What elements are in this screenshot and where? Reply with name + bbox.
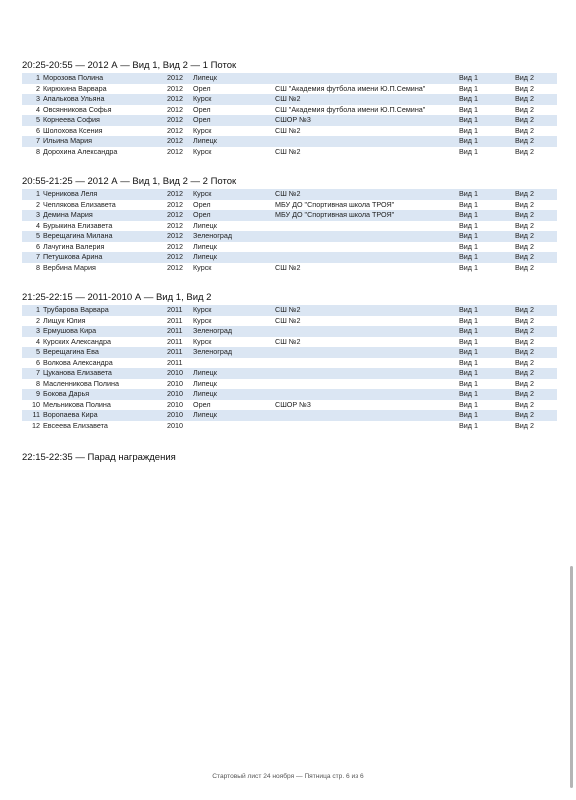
flight-section-1 — [22, 59, 554, 157]
city: Липецк — [193, 252, 275, 263]
birth-year: 2012 — [167, 220, 183, 230]
birth-year: 2010 — [167, 410, 193, 421]
birth-year: 2012 — [167, 125, 183, 135]
city: Курск — [193, 189, 275, 200]
birth-year: 2012 — [167, 262, 183, 272]
apparatus-1: Вид 1 — [459, 305, 515, 316]
apparatus-1: Вид 1 — [459, 125, 478, 135]
athlete-name: Масленникова Полина — [43, 378, 119, 388]
birth-year: 2011 — [167, 347, 193, 358]
apparatus-2: Вид 2 — [515, 83, 534, 93]
athlete-name: Верещагина Ева — [43, 347, 167, 358]
table-row — [22, 368, 557, 379]
apparatus-2: Вид 2 — [515, 368, 557, 379]
birth-year: 2012 — [167, 146, 183, 156]
athlete-name: Вербина Мария — [43, 262, 96, 272]
birth-year: 2012 — [167, 104, 183, 114]
apparatus-2: Вид 2 — [515, 262, 534, 272]
athlete-name: Кирюхина Варвара — [43, 83, 107, 93]
club-name: СШ №2 — [275, 125, 301, 135]
club-name — [275, 379, 459, 390]
club-name — [275, 73, 459, 84]
city: Липецк — [193, 241, 217, 251]
birth-year: 2011 — [167, 336, 183, 346]
apparatus-2: Вид 2 — [515, 357, 534, 367]
row-number: 8 — [36, 146, 40, 156]
table-row — [22, 326, 557, 337]
birth-year: 2010 — [167, 399, 183, 409]
table-row — [22, 147, 557, 158]
apparatus-1: Вид 1 — [459, 115, 515, 126]
birth-year: 2012 — [167, 231, 193, 242]
apparatus-2: Вид 2 — [515, 336, 534, 346]
athlete-name: Мельникова Полина — [43, 399, 111, 409]
apparatus-1: Вид 1 — [459, 378, 478, 388]
apparatus-2: Вид 2 — [515, 252, 557, 263]
club-name — [275, 347, 459, 358]
table-row — [22, 94, 557, 105]
apparatus-2: Вид 2 — [515, 115, 557, 126]
flight-section-3 — [22, 291, 554, 431]
row-number: 2 — [36, 315, 40, 325]
row-number: 7 — [22, 252, 43, 263]
start-list-table — [22, 73, 557, 157]
athlete-name: Корнеева София — [43, 115, 167, 126]
apparatus-2: Вид 2 — [515, 347, 557, 358]
apparatus-2: Вид 2 — [515, 241, 534, 251]
row-number: 11 — [22, 410, 43, 421]
row-number: 9 — [22, 389, 43, 400]
athlete-name: Волкова Александра — [43, 357, 113, 367]
row-number: 3 — [22, 210, 43, 221]
athlete-name: Бокова Дарья — [43, 389, 167, 400]
row-number: 5 — [22, 231, 43, 242]
table-row — [22, 221, 557, 232]
apparatus-1: Вид 1 — [459, 420, 478, 430]
athlete-name: Демина Мария — [43, 210, 167, 221]
birth-year: 2011 — [167, 315, 183, 325]
apparatus-2: Вид 2 — [515, 315, 534, 325]
birth-year: 2012 — [167, 252, 193, 263]
club-name: СШ №2 — [275, 189, 459, 200]
birth-year: 2012 — [167, 210, 193, 221]
row-number: 2 — [36, 199, 40, 209]
athlete-name: Петушкова Арина — [43, 252, 167, 263]
birth-year: 2012 — [167, 115, 193, 126]
club-name — [275, 221, 459, 232]
city — [193, 358, 275, 369]
athlete-name: Евсеева Елизавета — [43, 420, 108, 430]
apparatus-1: Вид 1 — [459, 83, 478, 93]
row-number: 3 — [22, 326, 43, 337]
club-name — [275, 368, 459, 379]
athlete-name: Бурыкина Елизавета — [43, 220, 113, 230]
city: Курск — [193, 146, 212, 156]
athlete-name: Апалькова Ульяна — [43, 94, 167, 105]
apparatus-2: Вид 2 — [515, 231, 557, 242]
row-number: 6 — [36, 357, 40, 367]
club-name — [275, 252, 459, 263]
table-row — [22, 73, 557, 84]
apparatus-1: Вид 1 — [459, 210, 515, 221]
scrollbar-thumb[interactable] — [570, 566, 573, 788]
apparatus-1: Вид 1 — [459, 189, 515, 200]
row-number: 5 — [22, 115, 43, 126]
club-name — [275, 410, 459, 421]
flight-section-2 — [22, 175, 554, 273]
club-name — [275, 231, 459, 242]
table-row — [22, 379, 557, 390]
club-name — [275, 326, 459, 337]
table-row — [22, 337, 557, 348]
club-name: СШОР №3 — [275, 399, 311, 409]
table-row — [22, 410, 557, 421]
apparatus-2: Вид 2 — [515, 136, 557, 147]
table-row — [22, 189, 557, 200]
apparatus-1: Вид 1 — [459, 357, 478, 367]
athlete-name: Трубарова Варвара — [43, 305, 167, 316]
athlete-name: Черникова Леля — [43, 189, 167, 200]
birth-year: 2012 — [167, 73, 193, 84]
row-number: 7 — [22, 136, 43, 147]
city: Орел — [193, 115, 275, 126]
apparatus-1: Вид 1 — [459, 252, 515, 263]
athlete-name: Чеплякова Елизавета — [43, 199, 116, 209]
club-name — [275, 421, 459, 432]
table-row — [22, 231, 557, 242]
city: Курск — [193, 336, 212, 346]
birth-year: 2011 — [167, 357, 183, 367]
apparatus-1: Вид 1 — [459, 410, 515, 421]
athlete-name: Ермушова Кира — [43, 326, 167, 337]
apparatus-1: Вид 1 — [459, 326, 515, 337]
athlete-name: Воропаева Кира — [43, 410, 167, 421]
birth-year: 2010 — [167, 378, 183, 388]
club-name — [275, 358, 459, 369]
club-name — [275, 242, 459, 253]
apparatus-2: Вид 2 — [515, 389, 557, 400]
city: Липецк — [193, 220, 217, 230]
row-number: 6 — [36, 241, 40, 251]
apparatus-1: Вид 1 — [459, 146, 478, 156]
table-row — [22, 400, 557, 411]
city: Курск — [193, 94, 275, 105]
row-number: 1 — [22, 305, 43, 316]
apparatus-1: Вид 1 — [459, 368, 515, 379]
section-title: 21:25-22:15 — 2011-2010 А — Вид 1, Вид 2 — [22, 292, 212, 303]
apparatus-2: Вид 2 — [515, 189, 557, 200]
birth-year: 2012 — [167, 199, 183, 209]
city: Курск — [193, 125, 212, 135]
birth-year: 2010 — [167, 368, 193, 379]
apparatus-1: Вид 1 — [459, 136, 515, 147]
birth-year: 2012 — [167, 189, 193, 200]
athlete-name: Шолохова Ксения — [43, 125, 103, 135]
section-title: 20:55-21:25 — 2012 А — Вид 1, Вид 2 — 2 Поток — [22, 176, 237, 187]
table-row — [22, 347, 557, 358]
row-number: 8 — [36, 378, 40, 388]
row-number: 10 — [32, 399, 40, 409]
apparatus-1: Вид 1 — [459, 389, 515, 400]
athlete-name: Курских Александра — [43, 336, 112, 346]
apparatus-2: Вид 2 — [515, 399, 534, 409]
row-number: 7 — [22, 368, 43, 379]
city: Липецк — [193, 378, 217, 388]
city: Орел — [193, 83, 211, 93]
apparatus-1: Вид 1 — [459, 199, 478, 209]
club-name: СШ №2 — [275, 336, 301, 346]
city: Липецк — [193, 73, 275, 84]
apparatus-1: Вид 1 — [459, 336, 478, 346]
club-name: СШ №2 — [275, 315, 301, 325]
apparatus-1: Вид 1 — [459, 231, 515, 242]
club-name — [275, 136, 459, 147]
apparatus-2: Вид 2 — [515, 378, 534, 388]
city: Липецк — [193, 368, 275, 379]
club-name: МБУ ДО "Спортивная школа ТРОЯ" — [275, 210, 459, 221]
table-row — [22, 358, 557, 369]
row-number: 4 — [36, 336, 40, 346]
row-number: 12 — [32, 420, 40, 430]
birth-year: 2010 — [167, 389, 193, 400]
row-number: 4 — [36, 104, 40, 114]
birth-year: 2011 — [167, 305, 193, 316]
apparatus-2: Вид 2 — [515, 125, 534, 135]
athlete-name: Ильина Мария — [43, 136, 167, 147]
apparatus-2: Вид 2 — [515, 326, 557, 337]
club-name: СШ №2 — [275, 146, 301, 156]
athlete-name: Лищук Юлия — [43, 315, 86, 325]
table-row — [22, 316, 557, 327]
athlete-name: Лачугина Валерия — [43, 241, 105, 251]
city: Орел — [193, 210, 275, 221]
apparatus-1: Вид 1 — [459, 94, 515, 105]
table-row — [22, 210, 557, 221]
apparatus-2: Вид 2 — [515, 305, 557, 316]
apparatus-1: Вид 1 — [459, 73, 515, 84]
apparatus-1: Вид 1 — [459, 315, 478, 325]
table-row — [22, 242, 557, 253]
apparatus-1: Вид 1 — [459, 399, 478, 409]
city — [193, 421, 275, 432]
birth-year: 2012 — [167, 136, 193, 147]
club-name: СШОР №3 — [275, 115, 459, 126]
row-number: 5 — [22, 347, 43, 358]
club-name: МБУ ДО "Спортивная школа ТРОЯ" — [275, 199, 395, 209]
athlete-name: Морозова Полина — [43, 73, 167, 84]
athlete-name: Овсянникова Софья — [43, 104, 112, 114]
city: Орел — [193, 104, 211, 114]
table-row — [22, 115, 557, 126]
club-name — [275, 389, 459, 400]
apparatus-1: Вид 1 — [459, 347, 515, 358]
row-number: 1 — [22, 73, 43, 84]
club-name: СШ "Академия футбола имени Ю.П.Семина" — [275, 104, 426, 114]
city: Липецк — [193, 136, 275, 147]
apparatus-1: Вид 1 — [459, 241, 478, 251]
apparatus-2: Вид 2 — [515, 420, 534, 430]
club-name: СШ №2 — [275, 262, 301, 272]
apparatus-1: Вид 1 — [459, 220, 478, 230]
birth-year: 2012 — [167, 83, 183, 93]
row-number: 4 — [36, 220, 40, 230]
apparatus-2: Вид 2 — [515, 199, 534, 209]
table-row — [22, 389, 557, 400]
city: Орел — [193, 199, 211, 209]
apparatus-2: Вид 2 — [515, 220, 534, 230]
row-number: 1 — [22, 189, 43, 200]
row-number: 2 — [36, 83, 40, 93]
city: Орел — [193, 399, 211, 409]
table-row — [22, 263, 557, 274]
award-ceremony-item: 22:15-22:35 — Парад награждения — [22, 452, 176, 463]
city: Курск — [193, 262, 212, 272]
apparatus-2: Вид 2 — [515, 210, 557, 221]
page-footer: Стартовый лист 24 ноября — Пятница стр. 6 из 6 — [212, 773, 364, 780]
city: Зеленоград — [193, 326, 275, 337]
row-number: 8 — [36, 262, 40, 272]
club-name: СШ №2 — [275, 305, 459, 316]
table-row — [22, 252, 557, 263]
apparatus-2: Вид 2 — [515, 410, 557, 421]
birth-year: 2010 — [167, 420, 183, 430]
start-list-table — [22, 189, 557, 273]
table-row — [22, 421, 557, 432]
row-number: 3 — [22, 94, 43, 105]
city: Курск — [193, 305, 275, 316]
city: Курск — [193, 315, 212, 325]
birth-year: 2011 — [167, 326, 193, 337]
apparatus-2: Вид 2 — [515, 73, 557, 84]
athlete-name: Дорохина Александра — [43, 146, 118, 156]
row-number: 6 — [36, 125, 40, 135]
birth-year: 2012 — [167, 94, 193, 105]
table-row — [22, 305, 557, 316]
city: Липецк — [193, 410, 275, 421]
section-title: 20:25-20:55 — 2012 А — Вид 1, Вид 2 — 1 Поток — [22, 60, 237, 71]
city: Зеленоград — [193, 347, 275, 358]
city: Липецк — [193, 389, 275, 400]
club-name: СШ №2 — [275, 94, 459, 105]
apparatus-1: Вид 1 — [459, 104, 478, 114]
table-row — [22, 105, 557, 116]
start-list-table — [22, 305, 557, 431]
apparatus-2: Вид 2 — [515, 94, 557, 105]
apparatus-1: Вид 1 — [459, 262, 478, 272]
table-row — [22, 200, 557, 211]
table-row — [22, 84, 557, 95]
city: Зеленоград — [193, 231, 275, 242]
apparatus-2: Вид 2 — [515, 146, 534, 156]
table-row — [22, 126, 557, 137]
athlete-name: Верещагина Милана — [43, 231, 167, 242]
table-row — [22, 136, 557, 147]
birth-year: 2012 — [167, 241, 183, 251]
athlete-name: Цуканова Елизавета — [43, 368, 167, 379]
club-name: СШ "Академия футбола имени Ю.П.Семина" — [275, 83, 426, 93]
apparatus-2: Вид 2 — [515, 104, 534, 114]
